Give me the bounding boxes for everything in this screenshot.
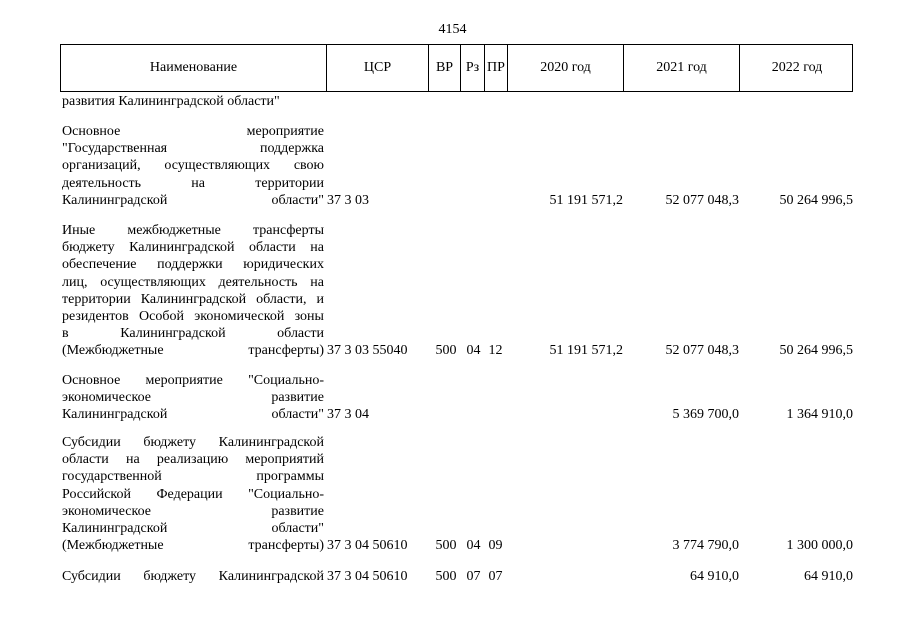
header-name: Наименование: [61, 45, 327, 91]
header-csr: ЦСР: [327, 45, 429, 91]
row-value-2021: 52 077 048,3: [665, 343, 739, 359]
row-name-line: обеспечение поддержки юридических: [62, 257, 324, 273]
row-name-line: экономическое развитие: [62, 503, 324, 519]
row-name-line: в Калининградской области: [62, 326, 324, 342]
row-pr: 07: [488, 569, 503, 584]
row-name-line: (Межбюджетные трансферты): [62, 343, 324, 359]
row-name-line: Основное мероприятие: [62, 124, 324, 139]
row-vr: 500: [435, 343, 457, 359]
page-number: 4154: [438, 22, 467, 37]
row-name-line: Калининградской области": [62, 407, 324, 423]
header-2020: 2020 год: [508, 45, 624, 91]
header-vr: ВР: [429, 45, 461, 91]
header-rz: Рз: [461, 45, 485, 91]
row-csr: 37 3 03 55040: [327, 343, 408, 359]
row-name: [62, 434, 324, 554]
row-value-2021: 64 910,0: [690, 569, 739, 584]
header-2022: 2022 год: [771, 60, 823, 75]
row-name-line: Российской Федерации "Социально-: [62, 486, 324, 502]
row-name-line: резидентов Особой экономической зоны: [62, 309, 324, 325]
row-csr: 37 3 04 50610: [327, 569, 408, 584]
row-value-2021: 3 774 790,0: [672, 538, 739, 554]
row-name-line: области на реализацию мероприятий: [62, 452, 324, 468]
row-value-2021: 5 369 700,0: [672, 407, 739, 423]
row-value-2020: 51 191 571,2: [549, 343, 623, 359]
row-name-line: организаций, осуществляющих свою: [62, 158, 324, 174]
row-name-line: Калининградской области": [62, 521, 324, 537]
row-name-line: государственной программы: [62, 469, 324, 485]
row-name: [62, 123, 324, 209]
row-name: [62, 222, 324, 360]
row-vr: 500: [435, 569, 457, 584]
row-name-line: территории Калининградской области, и: [62, 291, 324, 307]
row-csr: 37 3 04: [327, 407, 369, 423]
row-value-2022: 1 300 000,0: [786, 538, 853, 554]
row-name-line: (Межбюджетные трансферты): [62, 538, 324, 554]
row-name-line: экономическое развитие: [62, 390, 324, 406]
row-name-line: Иные межбюджетные трансферты: [62, 223, 324, 238]
table-header: [60, 44, 853, 92]
row-name-line: Калининградской области": [62, 192, 324, 208]
row-csr: 37 3 04 50610: [327, 538, 408, 554]
row-value-2022: 50 264 996,5: [779, 343, 853, 359]
row-name-line: лиц, осуществляющих деятельность на: [62, 274, 324, 290]
row-name-line: "Государственная поддержка: [62, 141, 324, 157]
header-pr: ПР: [485, 45, 508, 91]
row-name-line: бюджету Калининградской области на: [62, 240, 324, 256]
row-value-2021: 52 077 048,3: [665, 192, 739, 208]
row-name-line: Субсидии бюджету Калининградской: [62, 435, 324, 450]
row-name: [62, 372, 324, 424]
row-name-line: Основное мероприятие "Социально-: [62, 373, 324, 388]
header-2021: 2021 год: [624, 45, 740, 91]
row-value-2022: 50 264 996,5: [779, 192, 853, 208]
row-name-line: Субсидии бюджету Калининградской: [62, 569, 324, 584]
row-pr: 09: [488, 538, 503, 554]
row-value-2022: 64 910,0: [804, 569, 853, 584]
row-value-2022: 1 364 910,0: [786, 407, 853, 423]
row-name-line: деятельность на территории: [62, 175, 324, 191]
row-rz: 04: [466, 343, 481, 359]
row-vr: 500: [435, 538, 457, 554]
row-rz: 04: [466, 538, 481, 554]
row-name: [62, 568, 324, 585]
row-rz: 07: [466, 569, 481, 584]
continuation-text: развития Калининградской области": [62, 94, 280, 109]
row-value-2020: 51 191 571,2: [549, 192, 623, 208]
row-csr: 37 3 03: [327, 192, 369, 208]
row-pr: 12: [488, 343, 503, 359]
